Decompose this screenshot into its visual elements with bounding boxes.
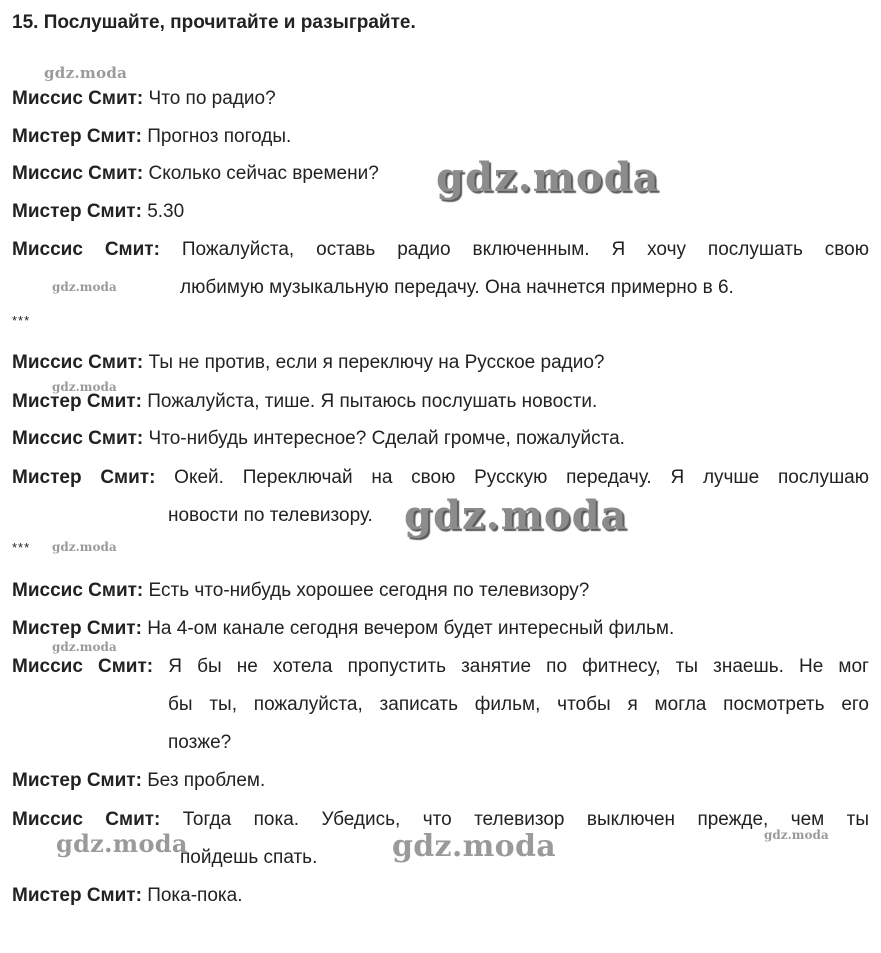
dialogue-line [12, 351, 605, 375]
speaker-label: Миссис Смит: [12, 580, 144, 601]
speaker-label: Миссис Смит: [12, 656, 154, 677]
line-continuation: позже? [168, 732, 232, 753]
speaker-label: Мистер Смит: [12, 770, 142, 791]
dialogue-line [12, 390, 597, 414]
line-text: Что по радио? [148, 88, 276, 109]
speaker-label: Мистер Смит: [12, 467, 156, 488]
speaker-label: Мистер Смит: [12, 201, 142, 222]
dialogue-line [12, 162, 379, 186]
line-text: 5.30 [147, 201, 185, 222]
line-continuation: любимую музыкальную передачу. Она начнется примерно в 6. [180, 277, 734, 298]
line-text: Сколько сейчас времени? [148, 163, 379, 184]
line-text: Пожалуйста, тише. Я пытаюсь послушать новости. [147, 391, 598, 412]
speaker-label: Мистер Смит: [12, 126, 142, 147]
line-continuation: пойдешь спать. [180, 847, 318, 868]
line-text: Пожалуйста, оставь радио включенным. Я хочу послушать свою [181, 239, 869, 260]
watermark: gdz.moda [764, 828, 829, 842]
dialogue-line [12, 884, 242, 908]
speaker-label: Миссис Смит: [12, 88, 144, 109]
dialogue-line [12, 466, 869, 490]
watermark: gdz.moda [44, 64, 128, 82]
watermark: gdz.moda [52, 640, 117, 654]
dialogue-line [12, 427, 625, 451]
speaker-label: Миссис Смит: [12, 163, 144, 184]
line-text: Пока-пока. [147, 885, 243, 906]
line-continuation: новости по телевизору. [168, 505, 373, 526]
watermark: gdz.moda [404, 492, 628, 539]
watermark: gdz.moda [56, 829, 188, 858]
dialogue-line [12, 87, 276, 111]
line-text: Ты не против, если я переключу на Русское радио? [148, 352, 605, 373]
speaker-label: Миссис Смит: [12, 428, 144, 449]
dialogue-line [12, 808, 869, 832]
line-text: Я бы не хотела пропустить занятие по фитнесу, ты знаешь. Не мог [168, 656, 869, 677]
watermark: gdz.moda [52, 540, 117, 554]
speaker-label: Мистер Смит: [12, 391, 142, 412]
line-text: Без проблем. [147, 770, 266, 791]
line-text: Тогда пока. Убедись, что телевизор выключен прежде, чем ты [182, 809, 869, 830]
speaker-label: Миссис Смит: [12, 352, 144, 373]
dialogue-line [12, 200, 184, 224]
watermark: gdz.moda [52, 380, 117, 394]
watermark: gdz.moda [392, 829, 557, 864]
dialogue-line [12, 769, 265, 793]
watermark: gdz.moda [52, 280, 117, 294]
dialogue-line [12, 125, 291, 149]
scene-separator: *** [12, 540, 31, 555]
scene-separator: *** [12, 313, 31, 328]
dialogue-line [12, 238, 869, 262]
line-text: Прогноз погоды. [147, 126, 292, 147]
speaker-label: Миссис Смит: [12, 239, 160, 260]
dialogue-line [12, 617, 674, 641]
speaker-label: Мистер Смит: [12, 618, 142, 639]
line-continuation: бы ты, пожалуйста, записать фильм, чтобы я могла посмотреть его [168, 694, 869, 715]
exercise-title: 15. Послушайте, прочитайте и разыграйте. [12, 12, 416, 33]
line-text: Есть что-нибудь хорошее сегодня по телевизору? [148, 580, 590, 601]
speaker-label: Миссис Смит: [12, 809, 161, 830]
dialogue-line [12, 655, 869, 679]
speaker-label: Мистер Смит: [12, 885, 142, 906]
line-text: Что-нибудь интересное? Сделай громче, пожалуйста. [148, 428, 625, 449]
dialogue-line [12, 579, 589, 603]
watermark: gdz.moda [436, 154, 660, 201]
line-text: Окей. Переключай на свою Русскую передачу. Я лучше послушаю [174, 467, 870, 488]
line-text: На 4-ом канале сегодня вечером будет интересный фильм. [147, 618, 675, 639]
